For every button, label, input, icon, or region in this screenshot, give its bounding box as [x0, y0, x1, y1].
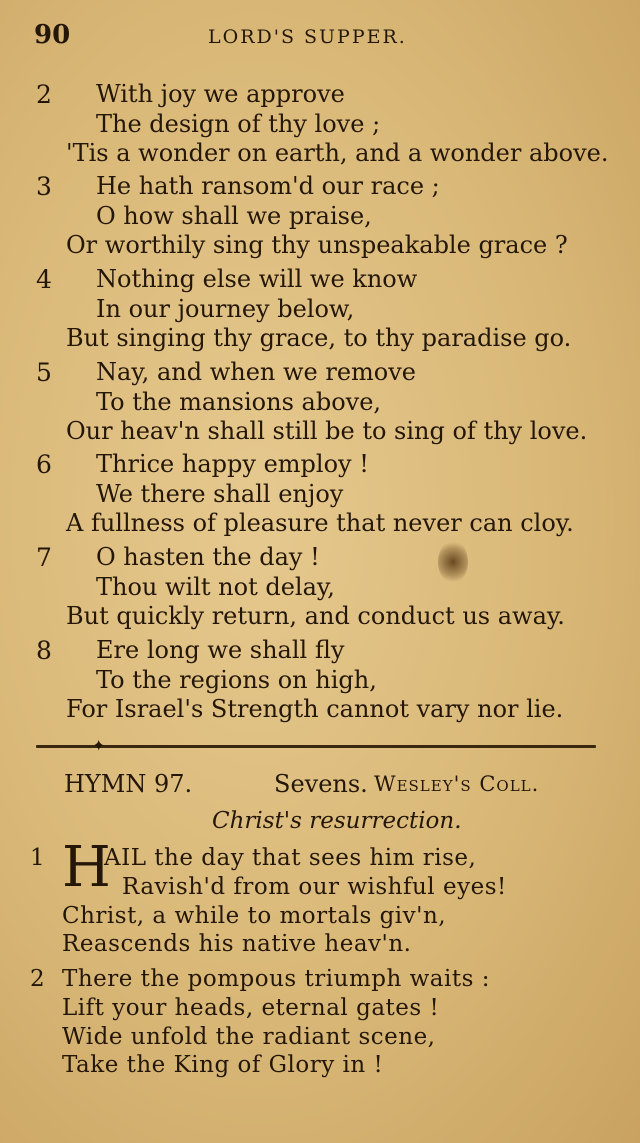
verse-number: 1 [30, 845, 45, 871]
verse-line: Reascends his native heav'n. [62, 931, 412, 957]
ink-stain [438, 540, 468, 584]
verse-line: In our journey below, [96, 295, 355, 323]
verse-number: 8 [36, 636, 52, 665]
verse-line: A fullness of pleasure that never can cloy. [66, 509, 574, 537]
verse-number: 7 [36, 543, 52, 572]
verse-line: Thrice happy employ ! [96, 450, 369, 478]
verse-line: There the pompous triumph waits : [62, 966, 490, 992]
verse-line: Or worthily sing thy unspeakable grace ? [66, 231, 568, 259]
page-header [0, 20, 640, 56]
verse-line: Nothing else will we know [96, 265, 418, 293]
hymn-heading [0, 770, 640, 804]
hymn-number: HYMN 97. [64, 770, 193, 798]
verse-line: Christ, a while to mortals giv'n, [62, 903, 447, 929]
verse-line: O how shall we praise, [96, 202, 372, 230]
verse-line: Our heav'n shall still be to sing of thy love. [66, 417, 588, 445]
verse-number: 4 [36, 265, 52, 294]
verse-line: Lift your heads, eternal gates ! [62, 995, 440, 1021]
verse-line: We there shall enjoy [96, 480, 344, 508]
verse-line: Nay, and when we remove [96, 358, 417, 386]
verse-number: 5 [36, 358, 52, 387]
verse-line: Ere long we shall fly [96, 636, 345, 664]
verse-number: 3 [36, 172, 52, 201]
verse-line: AIL the day that sees him rise, [104, 845, 477, 871]
section-divider [36, 745, 596, 748]
verse-line: For Israel's Strength cannot vary nor lie. [66, 695, 564, 723]
running-head: LORD'S SUPPER. [208, 26, 407, 48]
verse-line: He hath ransom'd our race ; [96, 172, 440, 200]
hymn-meter: Sevens. [274, 770, 368, 798]
verse-line: To the mansions above, [96, 388, 382, 416]
verse-line: 'Tis a wonder on earth, and a wonder above. [66, 139, 609, 167]
verse-line: With joy we approve [96, 80, 345, 108]
hymn-subtitle: Christ's resurrection. [212, 808, 462, 834]
verse-number: 2 [30, 966, 45, 992]
verse-line: Take the King of Glory in ! [62, 1052, 384, 1078]
verse-line: But quickly return, and conduct us away. [66, 602, 565, 630]
verse-number: 6 [36, 450, 52, 479]
verse-line: Thou wilt not delay, [96, 573, 335, 601]
hymn-source: Wesley's Coll. [374, 772, 540, 796]
verse-line: The design of thy love ; [96, 110, 381, 138]
verse-line: O hasten the day ! [96, 543, 320, 571]
drop-cap: H [62, 835, 111, 900]
verse-number: 2 [36, 80, 52, 109]
divider-ornament: ✦ [92, 736, 106, 755]
verse-line: But singing thy grace, to thy paradise go. [66, 324, 572, 352]
verse-line: Wide unfold the radiant scene, [62, 1024, 436, 1050]
verse-line: Ravish'd from our wishful eyes! [122, 874, 507, 900]
page-number: 90 [34, 20, 71, 50]
verse-line: To the regions on high, [96, 666, 377, 694]
